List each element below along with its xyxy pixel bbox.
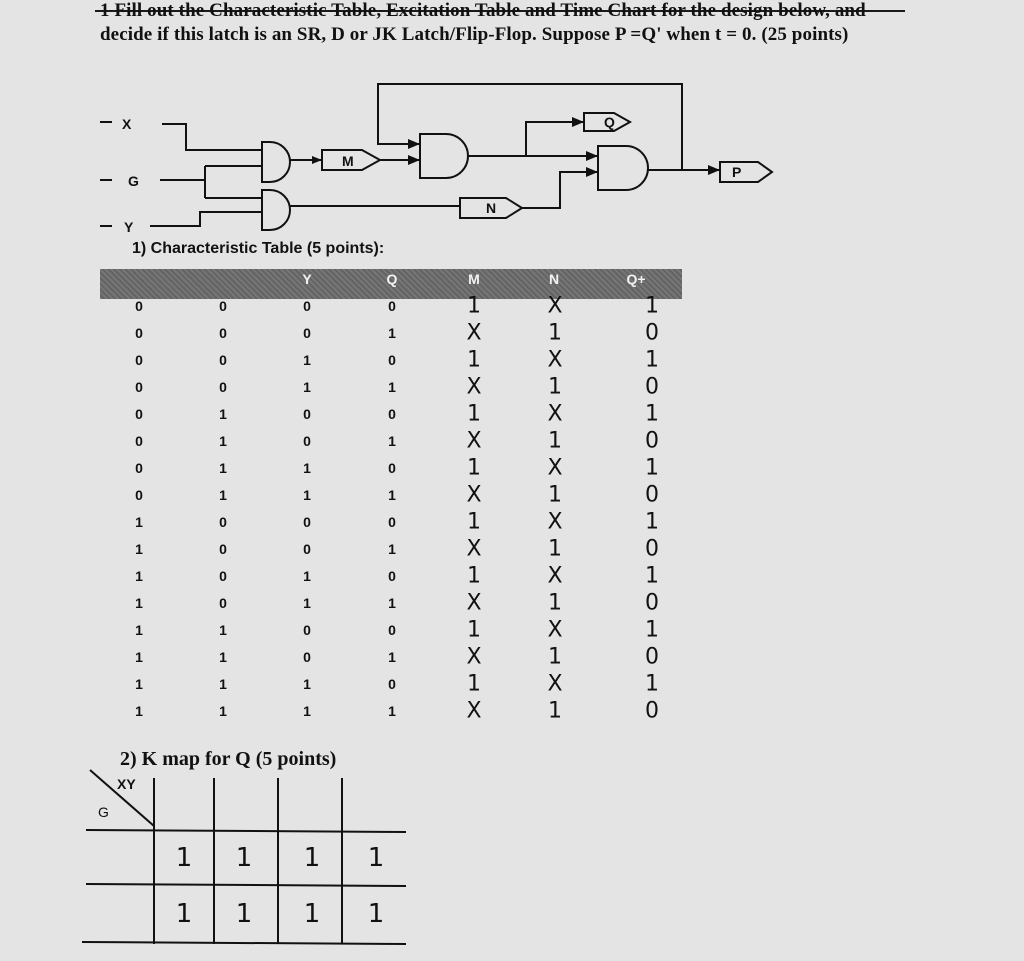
- cell-col-1: 0: [135, 379, 143, 395]
- cell-q: 1: [388, 541, 396, 557]
- cell-col-1: 0: [135, 460, 143, 476]
- kmap-cell: 1: [235, 899, 253, 929]
- cell-q-next: 1: [645, 617, 659, 643]
- cell-m: 1: [467, 671, 481, 697]
- cell-n: X: [547, 563, 563, 589]
- cell-y: 1: [303, 379, 311, 395]
- cell-y: 0: [303, 541, 311, 557]
- cell-q: 0: [388, 514, 396, 530]
- cell-n: 1: [548, 590, 562, 616]
- cell-col-2: 1: [219, 649, 227, 665]
- cell-col-2: 1: [219, 433, 227, 449]
- kmap-cell: 1: [303, 843, 321, 873]
- cell-m: X: [466, 374, 482, 400]
- cell-col-1: 1: [135, 649, 143, 665]
- cell-y: 0: [303, 622, 311, 638]
- output-q-label: Q: [604, 114, 615, 130]
- cell-col-2: 1: [219, 406, 227, 422]
- cell-q: 1: [388, 379, 396, 395]
- cell-col-1: 0: [135, 487, 143, 503]
- cell-col-1: 0: [135, 298, 143, 314]
- cell-n: 1: [548, 482, 562, 508]
- cell-q-next: 0: [645, 482, 659, 508]
- label-p-box: [720, 162, 772, 182]
- wire-y: [150, 212, 262, 226]
- cell-col-2: 1: [219, 460, 227, 476]
- table-header: [100, 269, 682, 299]
- cell-n: X: [547, 509, 563, 535]
- cell-col-1: 0: [135, 406, 143, 422]
- input-y-label: Y: [124, 219, 134, 235]
- input-g-label: G: [128, 173, 139, 189]
- wire-m-label: M: [342, 153, 354, 169]
- cell-q-next: 1: [645, 671, 659, 697]
- cell-y: 1: [303, 487, 311, 503]
- cell-y: 1: [303, 352, 311, 368]
- cell-q: 1: [388, 595, 396, 611]
- cell-n: X: [547, 455, 563, 481]
- cell-q-next: 0: [645, 590, 659, 616]
- cell-m: 1: [467, 509, 481, 535]
- wire-n-gate4: [522, 172, 598, 208]
- cell-col-2: 1: [219, 487, 227, 503]
- cell-m: X: [466, 320, 482, 346]
- cell-m: X: [466, 428, 482, 454]
- cell-m: X: [466, 698, 482, 724]
- cell-q-next: 1: [645, 509, 659, 535]
- cell-q-next: 1: [645, 293, 659, 319]
- cell-q: 0: [388, 622, 396, 638]
- cell-n: 1: [548, 374, 562, 400]
- cell-y: 1: [303, 703, 311, 719]
- wire-gate3-q: [468, 122, 584, 156]
- input-x-label: X: [122, 116, 132, 132]
- cell-q: 0: [388, 568, 396, 584]
- cell-m: 1: [467, 401, 481, 427]
- cell-q: 0: [388, 460, 396, 476]
- cell-m: 1: [467, 347, 481, 373]
- cell-y: 1: [303, 460, 311, 476]
- gate-2: [262, 190, 290, 230]
- cell-m: 1: [467, 455, 481, 481]
- cell-q: 0: [388, 352, 396, 368]
- question-line-1: 1 Fill out the Characteristic Table, Excitation Table and Time Chart for the design below, and: [100, 0, 866, 21]
- cell-n: 1: [548, 644, 562, 670]
- cell-col-2: 0: [219, 514, 227, 530]
- cell-col-2: 1: [219, 676, 227, 692]
- cell-col-2: 0: [219, 379, 227, 395]
- cell-n: 1: [548, 698, 562, 724]
- header-m: M: [468, 271, 480, 287]
- cell-q-next: 0: [645, 698, 659, 724]
- cell-q: 1: [388, 703, 396, 719]
- cell-n: 1: [548, 428, 562, 454]
- cell-col-2: 0: [219, 568, 227, 584]
- cell-q: 1: [388, 433, 396, 449]
- cell-q-next: 1: [645, 347, 659, 373]
- cell-n: X: [547, 293, 563, 319]
- kmap-corner-g: G: [98, 804, 109, 820]
- cell-m: X: [466, 590, 482, 616]
- cell-col-1: 1: [135, 514, 143, 530]
- cell-y: 0: [303, 406, 311, 422]
- question-line-2: decide if this latch is an SR, D or JK Latch/Flip-Flop. Suppose P =Q' when t = 0. (25 points): [100, 24, 849, 45]
- cell-col-1: 1: [135, 622, 143, 638]
- cell-q-next: 0: [645, 644, 659, 670]
- kmap-cell: 1: [367, 843, 385, 873]
- kmap-cell: 1: [303, 899, 321, 929]
- cell-m: X: [466, 536, 482, 562]
- cell-col-2: 0: [219, 595, 227, 611]
- cell-n: X: [547, 401, 563, 427]
- cell-col-2: 0: [219, 325, 227, 341]
- cell-col-1: 1: [135, 676, 143, 692]
- section-2-title: 2) K map for Q (5 points): [120, 748, 337, 770]
- cell-n: 1: [548, 320, 562, 346]
- cell-y: 0: [303, 433, 311, 449]
- cell-q: 1: [388, 325, 396, 341]
- cell-col-1: 0: [135, 352, 143, 368]
- cell-q: 1: [388, 487, 396, 503]
- cell-m: X: [466, 482, 482, 508]
- output-p-label: P: [732, 164, 742, 180]
- cell-q: 0: [388, 406, 396, 422]
- kmap-cell: 1: [235, 843, 253, 873]
- cell-col-1: 1: [135, 595, 143, 611]
- cell-n: X: [547, 671, 563, 697]
- wire-x: [162, 124, 262, 150]
- cell-q-next: 1: [645, 455, 659, 481]
- header-q-next: Q+: [626, 271, 646, 287]
- cell-q: 0: [388, 298, 396, 314]
- cell-col-1: 0: [135, 433, 143, 449]
- cell-m: 1: [467, 617, 481, 643]
- cell-q: 1: [388, 649, 396, 665]
- cell-q: 0: [388, 676, 396, 692]
- kmap-cell: 1: [367, 899, 385, 929]
- cell-col-2: 1: [219, 703, 227, 719]
- cell-q-next: 0: [645, 428, 659, 454]
- cell-q-next: 1: [645, 563, 659, 589]
- cell-col-1: 1: [135, 541, 143, 557]
- kmap-cell: 1: [175, 899, 193, 929]
- cell-n: 1: [548, 536, 562, 562]
- cell-y: 0: [303, 514, 311, 530]
- cell-m: X: [466, 644, 482, 670]
- wire-n-label: N: [486, 200, 497, 216]
- cell-q-next: 1: [645, 401, 659, 427]
- cell-y: 0: [303, 298, 311, 314]
- cell-n: X: [547, 617, 563, 643]
- gate-1: [262, 142, 290, 182]
- cell-col-2: 1: [219, 622, 227, 638]
- cell-m: 1: [467, 293, 481, 319]
- cell-col-1: 1: [135, 568, 143, 584]
- cell-y: 0: [303, 649, 311, 665]
- cell-m: 1: [467, 563, 481, 589]
- cell-col-2: 0: [219, 298, 227, 314]
- cell-q-next: 0: [645, 374, 659, 400]
- cell-q-next: 0: [645, 536, 659, 562]
- section-1-title: 1) Characteristic Table (5 points):: [132, 240, 385, 257]
- cell-col-2: 0: [219, 541, 227, 557]
- wire-feedback-p: [378, 84, 682, 170]
- cell-col-2: 0: [219, 352, 227, 368]
- header-y: Y: [302, 271, 312, 287]
- cell-y: 1: [303, 676, 311, 692]
- gate-3: [420, 134, 468, 178]
- cell-y: 1: [303, 568, 311, 584]
- kmap-cell: 1: [175, 843, 193, 873]
- kmap-corner-xy: XY: [117, 776, 136, 792]
- gate-4: [598, 146, 648, 190]
- header-q: Q: [386, 271, 398, 287]
- cell-n: X: [547, 347, 563, 373]
- cell-y: 0: [303, 325, 311, 341]
- cell-q-next: 0: [645, 320, 659, 346]
- cell-col-1: 0: [135, 325, 143, 341]
- cell-col-1: 1: [135, 703, 143, 719]
- header-n: N: [548, 271, 560, 287]
- cell-y: 1: [303, 595, 311, 611]
